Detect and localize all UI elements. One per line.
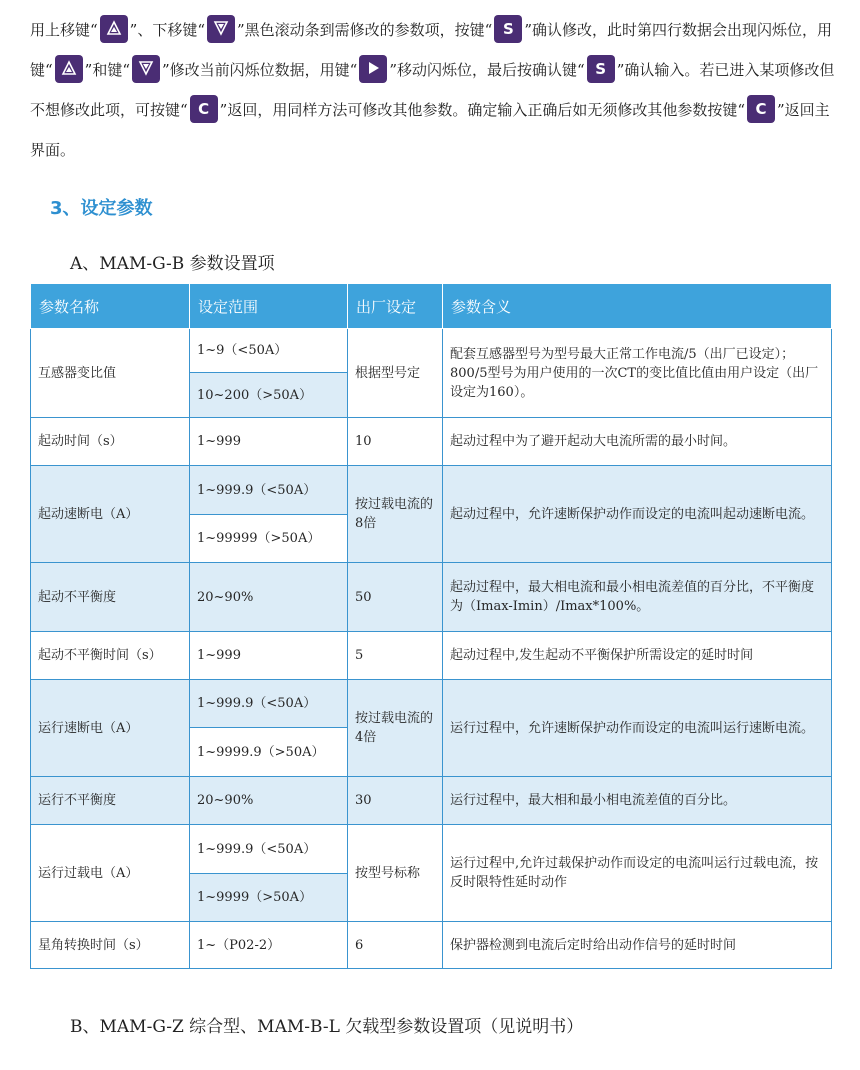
param-meaning: 配套互感器型号为型号最大正常工作电流/5（出厂已设定）；800/5型号为用户使用的一次CT的变比值比值由用户设定（出厂设定为160）。 — [443, 329, 832, 418]
param-range: 1~999 — [190, 632, 348, 680]
set-key-icon: S — [494, 15, 522, 43]
table-row — [31, 418, 832, 466]
up-key-icon — [55, 55, 83, 83]
intro-text: ”和键“ — [84, 61, 131, 79]
down-key-icon — [207, 15, 235, 43]
intro-text: ”黑色滚动条到需修改的参数项，按键“ — [237, 21, 493, 39]
param-range: 1~999.9（<50A） — [190, 466, 348, 515]
param-meaning: 起动过程中为了避开起动大电流所需的最小时间。 — [443, 418, 832, 466]
param-name: 起动不平衡时间（s） — [31, 632, 190, 680]
table-row — [31, 680, 832, 728]
set-key-icon: S — [587, 55, 615, 83]
table-row — [31, 825, 832, 874]
param-name: 互感器变比值 — [31, 329, 190, 418]
intro-text: ”返回主界面。 — [30, 101, 830, 159]
param-meaning: 运行过程中，允许速断保护动作而设定的电流叫运行速断电流。 — [443, 680, 832, 777]
subsection-title-b: B、MAM-G-Z 综合型、MAM-B-L 欠载型参数设置项（见说明书） — [70, 1017, 584, 1037]
intro-text: ”返回，用同样方法可修改其他参数。确定输入正确后如无须修改其他参数按键“ — [219, 101, 746, 119]
subsection-title-a: A、MAM-G-B 参数设置项 — [70, 254, 275, 274]
table-row — [31, 632, 832, 680]
param-name: 运行过载电（A） — [31, 825, 190, 922]
param-range: 1~999.9（<50A） — [190, 680, 348, 728]
param-default: 按过载电流的8倍 — [348, 466, 443, 563]
param-name: 起动不平衡度 — [31, 563, 190, 632]
param-meaning: 运行过程中,允许过载保护动作而设定的电流叫运行过载电流，按反时限特性延时动作 — [443, 825, 832, 922]
parameter-table — [30, 283, 832, 969]
param-name: 运行速断电（A） — [31, 680, 190, 777]
param-default: 按型号标称 — [348, 825, 443, 922]
intro-text: ”确认输入。若已进入某项修改但不想修改此项，可按键“ — [30, 61, 835, 119]
param-range: 1~999 — [190, 418, 348, 466]
intro-text: ”、下移键“ — [129, 21, 206, 39]
param-default: 6 — [348, 922, 443, 969]
param-range: 1~99999（>50A） — [190, 515, 348, 563]
intro-text: ”确认修改，此时第四行数据会出现闪烁位，用键“ — [30, 21, 833, 79]
intro-paragraph — [30, 10, 835, 170]
param-name: 起动时间（s） — [31, 418, 190, 466]
header-default: 出厂设定 — [348, 284, 443, 329]
param-default: 5 — [348, 632, 443, 680]
section-title: 3、设定参数 — [50, 198, 153, 219]
param-name: 起动速断电（A） — [31, 466, 190, 563]
param-range: 1~（P02-2） — [190, 922, 348, 969]
table-row — [31, 777, 832, 825]
param-default: 50 — [348, 563, 443, 632]
param-default: 根据型号定 — [348, 329, 443, 418]
intro-text: ”修改当前闪烁位数据，用键“ — [162, 61, 358, 79]
param-range: 20~90% — [190, 777, 348, 825]
param-meaning: 起动过程中,发生起动不平衡保护所需设定的延时时间 — [443, 632, 832, 680]
intro-text: ”移动闪烁位，最后按确认键“ — [389, 61, 585, 79]
down-key-icon — [132, 55, 160, 83]
intro-text: 用上移键“ — [30, 21, 98, 39]
param-range: 10~200（>50A） — [190, 373, 348, 418]
param-meaning: 保护器检测到电流后定时给出动作信号的延时时间 — [443, 922, 832, 969]
table-row — [31, 563, 832, 632]
header-range: 设定范围 — [190, 284, 348, 329]
header-meaning: 参数含义 — [443, 284, 832, 329]
right-key-icon — [359, 55, 387, 83]
param-default: 10 — [348, 418, 443, 466]
table-header-row — [31, 284, 832, 329]
cancel-key-icon: C — [190, 95, 218, 123]
param-default: 30 — [348, 777, 443, 825]
param-range: 1~9（<50A） — [190, 329, 348, 373]
param-range: 1~9999（>50A） — [190, 874, 348, 922]
cancel-key-icon: C — [747, 95, 775, 123]
param-name: 星角转换时间（s） — [31, 922, 190, 969]
table-row — [31, 922, 832, 969]
param-meaning: 运行过程中，最大相和最小相电流差值的百分比。 — [443, 777, 832, 825]
param-range: 20~90% — [190, 563, 348, 632]
param-meaning: 起动过程中，允许速断保护动作而设定的电流叫起动速断电流。 — [443, 466, 832, 563]
param-name: 运行不平衡度 — [31, 777, 190, 825]
table-row — [31, 466, 832, 515]
param-meaning: 起动过程中，最大相电流和最小相电流差值的百分比，不平衡度为（Imax-Imin）/Imax*100%。 — [443, 563, 832, 632]
header-name: 参数名称 — [31, 284, 190, 329]
param-default: 按过载电流的4倍 — [348, 680, 443, 777]
up-key-icon — [100, 15, 128, 43]
param-range: 1~999.9（<50A） — [190, 825, 348, 874]
param-range: 1~9999.9（>50A） — [190, 728, 348, 777]
table-row — [31, 329, 832, 373]
